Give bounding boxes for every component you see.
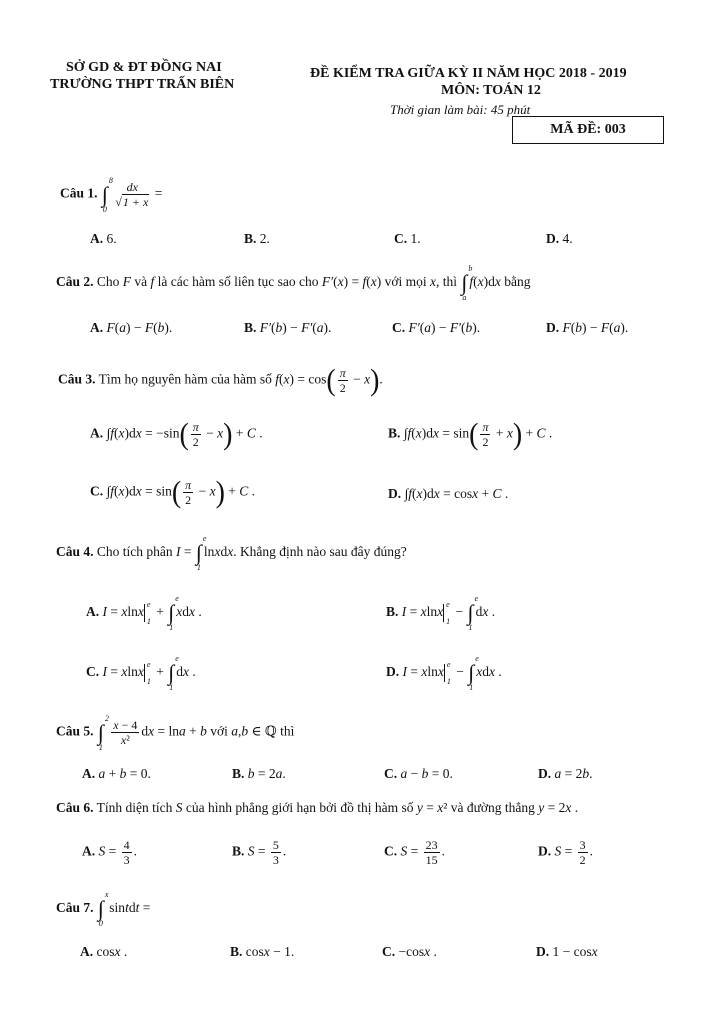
q4-option-b[interactable]: B. I = xlnx e 1 − ∫ e 1 dx . <box>386 594 496 632</box>
department-name: SỞ GD & ĐT ĐỒNG NAI <box>66 60 222 75</box>
q7-option-a[interactable]: A. cosx . <box>80 944 128 959</box>
q2-option-d[interactable]: D. F(b) − F(a). <box>546 320 629 335</box>
q6-option-d[interactable]: D. S = $\frac{3}{2}$ . <box>538 838 593 867</box>
q1-option-b[interactable]: B. 2. <box>244 231 270 246</box>
question-2: Câu 2. Cho F và f là các hàm số liên tục sao cho F′(x) = f(x) với mọi x, thì ∫ b a f(x)dx bằng <box>56 264 531 302</box>
q2-option-c[interactable]: C. F′(a) − F′(b). <box>392 320 481 335</box>
subject-title: MÔN: TOÁN 12 <box>441 83 541 98</box>
q7-option-b[interactable]: B. cosx − 1. <box>230 944 295 959</box>
q1-option-a[interactable]: A. 6. <box>90 231 117 246</box>
q7-option-d[interactable]: D. 1 − cosx <box>536 944 598 959</box>
question-4: Câu 4. Cho tích phân I = ∫ e 1 lnxdx. Khẳng định nào sau đây đúng? <box>56 534 407 572</box>
question-7: Câu 7. ∫ x 0 sintdt = <box>56 890 151 928</box>
exam-time: Thời gian làm bài: 45 phút <box>390 102 531 117</box>
q1-option-c[interactable]: C. 1. <box>394 231 421 246</box>
q3-option-b[interactable]: B. ∫f(x)dx = sin( $\frac{\pi}{2}$ + x) + C . <box>388 416 553 451</box>
question-1: Câu 1. ∫ 8 0 $\frac{dx}{√1 + x}$ = <box>60 175 163 214</box>
q4-option-a[interactable]: A. I = xlnx e 1 + ∫ e 1 xdx . <box>86 594 202 632</box>
q4-option-c[interactable]: C. I = xlnx e 1 + ∫ e 1 dx . <box>86 654 196 692</box>
q3-option-d[interactable]: D. ∫f(x)dx = cosx + C . <box>388 486 509 501</box>
q2-option-b[interactable]: B. F′(b) − F′(a). <box>244 320 332 335</box>
q7-option-c[interactable]: C. −cosx . <box>382 944 437 959</box>
q6-option-a[interactable]: A. S = $\frac{4}{3}$ . <box>82 838 137 867</box>
q5-option-b[interactable]: B. b = 2a. <box>232 766 286 781</box>
q6-option-b[interactable]: B. S = $\frac{5}{3}$ . <box>232 838 287 867</box>
question-3: Câu 3. Tìm họ nguyên hàm của hàm số f(x) = cos( $\frac{\pi}{2}$ − x). <box>58 362 383 397</box>
question-5: Câu 5. ∫ 2 1 $\frac{x - 4}{\text{x²}}$ dx = lna + b với a,b ∈ ℚ thì <box>56 713 295 752</box>
q3-option-a[interactable]: A. ∫f(x)dx = −sin( $\frac{\pi}{2}$ − x) + C . <box>90 416 263 451</box>
exam-code: MÃ ĐỀ: 003 <box>550 122 626 137</box>
question-6: Câu 6. Tính diện tích S của hình phẳng giới hạn bởi đồ thị hàm số y = x² và đường thẳng y = 2x . <box>56 800 579 815</box>
question-1-label: Câu 1. <box>60 185 98 201</box>
exam-code-box <box>512 116 664 144</box>
q2-option-a[interactable]: A. F(a) − F(b). <box>90 320 173 335</box>
q5-option-a[interactable]: A. a + b = 0. <box>82 766 151 781</box>
q6-option-c[interactable]: C. S = $\frac{23}{15}$ . <box>384 838 445 867</box>
school-name: TRƯỜNG THPT TRẤN BIÊN <box>50 77 235 92</box>
q5-option-c[interactable]: C. a − b = 0. <box>384 766 453 781</box>
q4-option-d[interactable]: D. I = xlnx e 1 − ∫ e 1 xdx . <box>386 654 502 692</box>
q5-option-d[interactable]: D. a = 2b. <box>538 766 593 781</box>
exam-title: ĐỀ KIỂM TRA GIỮA KỲ II NĂM HỌC 2018 - 2019 <box>310 66 627 81</box>
q1-option-d[interactable]: D. 4. <box>546 231 573 246</box>
q3-option-c[interactable]: C. ∫f(x)dx = sin( $\frac{\pi}{2}$ − x) + C . <box>90 474 256 509</box>
